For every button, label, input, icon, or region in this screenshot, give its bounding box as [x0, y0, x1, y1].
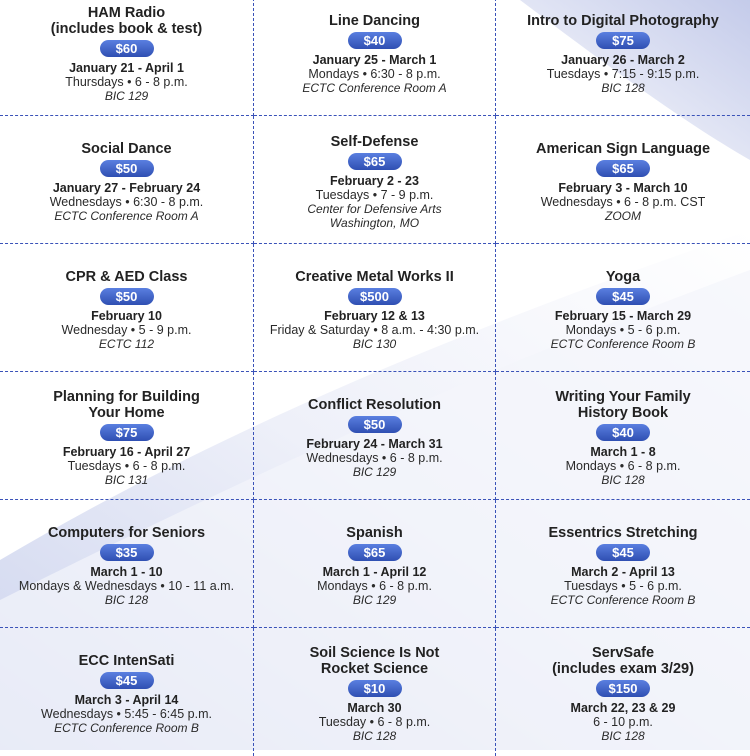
course-title: Creative Metal Works II	[295, 268, 454, 285]
course-title: ServSafe (includes exam 3/29)	[552, 645, 694, 677]
course-location: ECTC 112	[98, 336, 155, 351]
price-badge: $500	[348, 288, 402, 305]
course-title: Spanish	[346, 524, 403, 541]
course-dates: March 3 - April 14	[74, 693, 179, 707]
course-dates: January 27 - February 24	[52, 180, 201, 195]
course-schedule: Tuesdays • 6 - 8 p.m.	[67, 458, 186, 473]
course-card	[254, 628, 496, 756]
course-dates: March 30	[347, 701, 402, 715]
course-dates: March 1 - 10	[90, 564, 163, 579]
course-card	[0, 244, 254, 372]
course-schedule: Mondays • 6 - 8 p.m.	[565, 458, 681, 473]
course-dates: February 15 - March 29	[554, 308, 692, 323]
course-dates: February 12 & 13	[324, 308, 425, 323]
course-title: Social Dance	[81, 140, 172, 157]
course-card	[254, 0, 496, 116]
course-location: ZOOM	[605, 208, 641, 223]
course-schedule: Wednesdays • 6 - 8 p.m. CST	[540, 194, 706, 209]
course-schedule: Friday & Saturday • 8 a.m. - 4:30 p.m.	[269, 322, 480, 337]
course-schedule: 6 - 10 p.m.	[593, 715, 653, 729]
course-dates: February 10	[91, 308, 162, 323]
course-location: ECTC Conference Room A	[302, 80, 447, 95]
course-location: ECTC Conference Room B	[550, 336, 696, 351]
course-location: BIC 129	[352, 464, 397, 479]
course-title: Writing Your Family History Book	[555, 388, 691, 421]
course-location: BIC 129	[104, 88, 149, 103]
course-schedule: Wednesdays • 6:30 - 8 p.m.	[49, 194, 204, 209]
course-card	[496, 244, 750, 372]
price-badge: $65	[348, 544, 402, 561]
course-card	[496, 628, 750, 756]
course-title: ECC IntenSati	[78, 653, 175, 669]
course-location: BIC 128	[601, 80, 645, 95]
course-card	[254, 372, 496, 500]
course-dates: January 26 - March 2	[561, 52, 685, 67]
course-card	[254, 116, 496, 244]
price-badge: $65	[348, 153, 402, 170]
course-card	[0, 372, 254, 500]
course-card	[496, 116, 750, 244]
course-title: HAM Radio (includes book & test)	[50, 4, 203, 37]
course-location: BIC 128	[104, 592, 149, 607]
course-dates: February 3 - March 10	[558, 180, 688, 195]
course-location: BIC 128	[601, 472, 645, 487]
course-schedule: Tuesdays • 5 - 6 p.m.	[564, 578, 682, 593]
course-dates: January 25 - March 1	[312, 52, 437, 67]
course-schedule: Wednesdays • 6 - 8 p.m.	[306, 450, 443, 465]
course-title: American Sign Language	[535, 140, 711, 157]
course-location: ECTC Conference Room B	[54, 721, 199, 735]
course-card	[0, 116, 254, 244]
course-title: Essentrics Stretching	[548, 524, 698, 541]
course-schedule: Tuesdays • 7:15 - 9:15 p.m.	[546, 66, 700, 81]
price-badge: $35	[100, 544, 154, 561]
course-title: Self-Defense	[330, 133, 419, 150]
course-title: Planning for Building Your Home	[53, 388, 200, 421]
price-badge: $150	[596, 680, 650, 697]
course-location: Center for Defensive Arts Washington, MO	[307, 201, 442, 230]
price-badge: $45	[596, 288, 650, 305]
course-dates: March 1 - 8	[590, 444, 656, 459]
price-badge: $40	[348, 32, 402, 49]
course-location: ECTC Conference Room A	[54, 208, 199, 223]
course-schedule: Mondays • 6:30 - 8 p.m.	[308, 66, 441, 81]
price-badge: $75	[100, 424, 154, 441]
course-card	[496, 0, 750, 116]
price-badge: $45	[100, 672, 154, 689]
course-dates: January 21 - April 1	[69, 60, 184, 75]
course-schedule: Wednesdays • 5:45 - 6:45 p.m.	[41, 707, 212, 721]
course-title: Soil Science Is Not Rocket Science	[309, 645, 440, 677]
course-location: BIC 129	[352, 592, 397, 607]
course-dates: February 2 - 23	[330, 173, 419, 188]
course-card	[254, 244, 496, 372]
price-badge: $45	[596, 544, 650, 561]
course-dates: March 2 - April 13	[571, 564, 675, 579]
course-card	[0, 500, 254, 628]
course-dates: February 16 - April 27	[62, 444, 191, 459]
course-card	[496, 500, 750, 628]
course-location: BIC 130	[352, 336, 397, 351]
course-card	[0, 628, 254, 756]
course-schedule: Mondays • 5 - 6 p.m.	[565, 322, 681, 337]
course-card	[496, 372, 750, 500]
course-schedule: Tuesday • 6 - 8 p.m.	[318, 715, 431, 729]
course-card	[254, 500, 496, 628]
price-badge: $60	[100, 40, 154, 57]
course-dates: February 24 - March 31	[306, 436, 443, 451]
price-badge: $65	[596, 160, 650, 177]
course-location: BIC 128	[352, 729, 397, 743]
course-dates: March 1 - April 12	[322, 564, 427, 579]
price-badge: $50	[100, 288, 154, 305]
price-badge: $10	[348, 680, 402, 697]
course-location: ECTC Conference Room B	[550, 592, 696, 607]
course-schedule: Thursdays • 6 - 8 p.m.	[65, 74, 188, 89]
course-dates: March 22, 23 & 29	[570, 701, 676, 715]
course-schedule: Mondays • 6 - 8 p.m.	[317, 578, 432, 593]
price-badge: $40	[596, 424, 650, 441]
course-card	[0, 0, 254, 116]
course-title: CPR & AED Class	[65, 268, 188, 285]
price-badge: $50	[348, 416, 402, 433]
course-title: Computers for Seniors	[47, 524, 206, 541]
course-title: Intro to Digital Photography	[527, 12, 719, 29]
course-schedule: Mondays & Wednesdays • 10 - 11 a.m.	[18, 578, 235, 593]
course-title: Conflict Resolution	[308, 396, 441, 413]
course-title: Yoga	[605, 268, 641, 285]
price-badge: $50	[100, 160, 154, 177]
course-location: BIC 131	[104, 472, 149, 487]
price-badge: $75	[596, 32, 650, 49]
course-title: Line Dancing	[328, 12, 421, 29]
course-location: BIC 128	[601, 729, 645, 743]
course-schedule: Wednesday • 5 - 9 p.m.	[61, 322, 192, 337]
course-schedule: Tuesdays • 7 - 9 p.m.	[315, 187, 434, 202]
